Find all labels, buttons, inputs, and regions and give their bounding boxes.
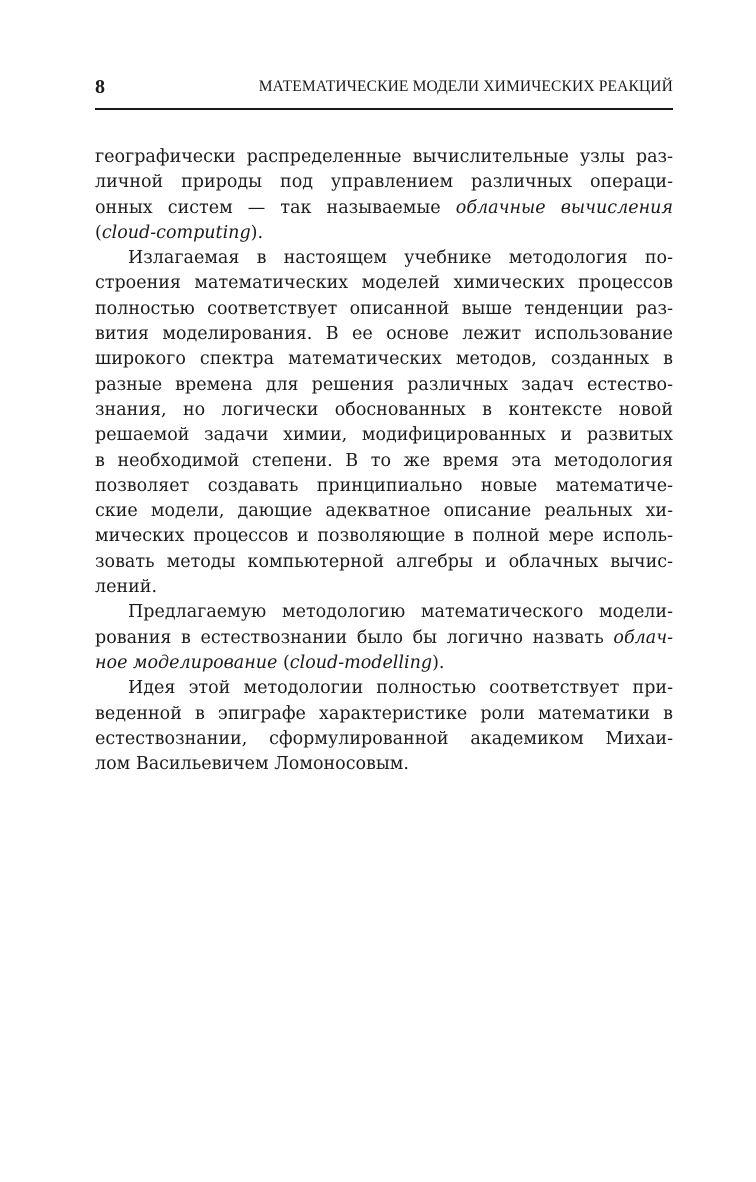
text-line: полностью соответствует описанной выше тенденции раз-	[95, 298, 673, 319]
text-line: ное моделирование (cloud-modelling).	[95, 652, 445, 673]
text-line: лом Васильевичем Ломоносовым.	[95, 754, 409, 775]
text-line: естествознании, сформулированной академиком Михаи-	[95, 728, 673, 749]
page-number: 8	[95, 76, 105, 98]
paragraph	[95, 145, 673, 246]
text-line: (cloud-computing).	[95, 222, 264, 243]
text-line: знания, но логически обоснованных в контексте новой	[95, 399, 673, 420]
text-line: вития моделирования. В ее основе лежит использование	[95, 324, 673, 345]
paragraph	[95, 676, 673, 777]
text-line: рования в естествознании было бы логично назвать облач-	[95, 627, 673, 648]
paragraph	[95, 246, 673, 600]
italic-term: cloud-modelling	[289, 652, 433, 673]
body-text	[95, 145, 673, 777]
text-line: широкого спектра математических методов, созданных в	[95, 349, 673, 370]
text-line: решаемой задачи химии, модифицированных и развитых	[95, 425, 673, 446]
italic-term: cloud-computing	[101, 222, 251, 243]
text-line: веденной в эпиграфе характеристике роли математики в	[95, 703, 673, 724]
paragraph	[95, 600, 673, 676]
page-header	[95, 72, 673, 110]
running-title: МАТЕМАТИЧЕСКИЕ МОДЕЛИ ХИМИЧЕСКИХ РЕАКЦИЙ	[258, 78, 673, 95]
text-line: строения математических моделей химических процессов	[95, 273, 673, 294]
text-line: личной природы под управлением различных операци-	[95, 172, 673, 193]
text-line: зовать методы компьютерной алгебры и облачных вычис-	[95, 551, 673, 572]
text-line: Идея этой методологии полностью соответствует при-	[128, 678, 673, 699]
text-line: ские модели, дающие адекватное описание реальных хи-	[95, 501, 673, 522]
text-line: в необходимой степени. В то же время эта методология	[95, 450, 673, 471]
italic-term: ное моделирование	[95, 652, 278, 673]
text-line: географически распределенные вычислительные узлы раз-	[95, 147, 673, 167]
text-line: позволяет создавать принципиально новые математиче-	[95, 475, 673, 496]
text-line: Излагаемая в настоящем учебнике методология по-	[128, 248, 673, 269]
text-line: лений.	[95, 577, 158, 598]
text-line: Предлагаемую методологию математического модели-	[128, 602, 673, 623]
text-line: разные времена для решения различных задач естество-	[95, 374, 673, 395]
text-line: мических процессов и позволяющие в полной мере исполь-	[95, 526, 673, 547]
italic-term: облачные вычисления	[455, 197, 673, 218]
text-line: онных систем — так называемые облачные вычисления	[95, 197, 673, 218]
italic-term: облач-	[613, 627, 673, 648]
